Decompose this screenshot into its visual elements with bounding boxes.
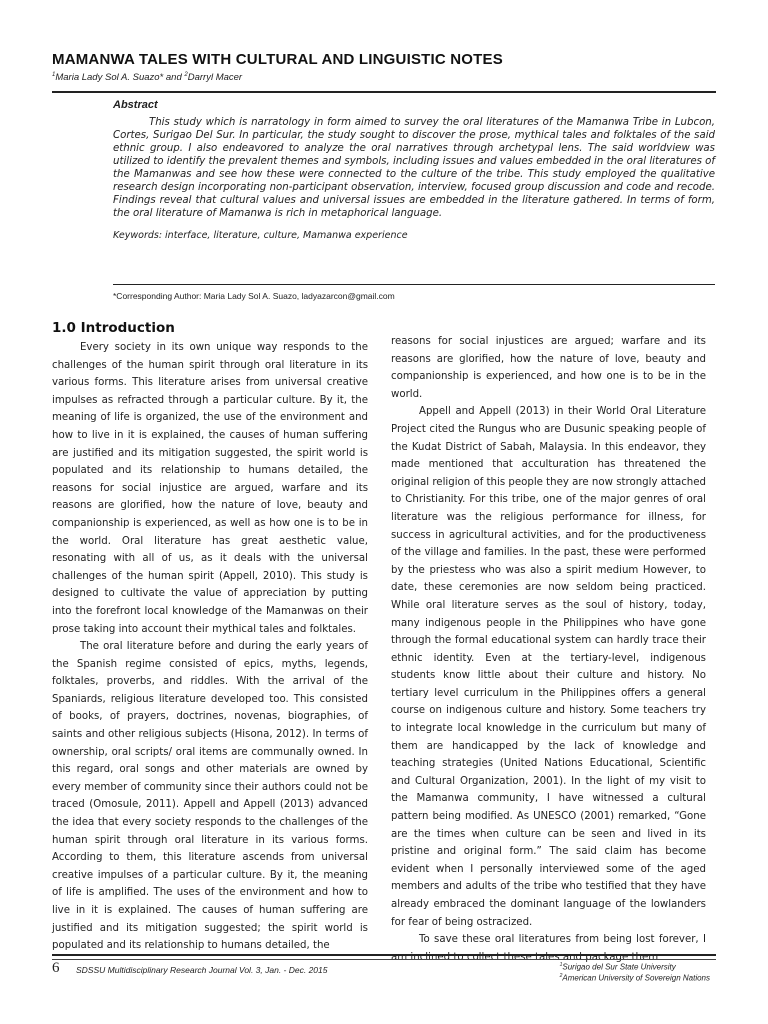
paragraph: Appell and Appell (2013) in their World Oral Literature Project cited the Rungus who are Dusunic speaking people of the Kudat District of Sabah, Malaysia. In this endeavor, they made mentioned that acculturation has threatened the original religion of this people they are now strongly attached to Christianity. For this tribe, one of the major genres of oral literature was the religious performance for illness, for success in agricultural activities, and for the productiveness of the village and families. In the past, these were performed by the priestess who was also a spirit medium However, to date, these ceremonies are now seldom being practiced. While oral literature serves as the soul of history, today, many indigenous people in the Philippines who have gone through the formal educational system can hardly trace their ethnic identity. Even at the tertiary-level, indigenous students know little about their culture and history. No tertiary level curriculum in the Philippines offers a general course on indigenous culture and history. Some teachers try to integrate local knowledge in the curriculum but many of them are handicapped by the lack of knowledge and teaching strategies (United Nations Educational, Scientific and Cultural Organization, 2001). In the light of my visit to the Mamanwa community, I have witnessed a cultural pattern being modified. As UNESCO (2001) remarked, “Gone are the times when culture can be seen and lived in its pristine and original form.” The said claim has become evident when I personally interviewed some of the aged members and adults of the tribe who testified that they have already embraced the dominant language of the lowlanders for fear of being ostracized. [391,406,706,928]
body-column-left [52,320,368,955]
footer-divider-thin [52,959,716,960]
affiliation-2-name: American University of Sovereign Nations [562,973,710,983]
paragraph: To save these oral literatures from being lost forever, I am inclined to collect these tales and package them [391,934,706,963]
paper-title: MAMANWA TALES WITH CULTURAL AND LINGUISTIC NOTES [52,51,503,68]
abstract-text: This study which is narratology in form aimed to survey the oral literatures of the Mamanwa Tribe in Lubcon, Cortes, Surigao Del Sur. In particular, the study sought to discover the prose, mythical tales and folktales of the said ethnic group. I also endeavored to analyze the oral narratives through archetypal lens. The said worldview was utilized to identify the prevalent themes and symbols, including issues and values embedded in the oral literatures of the Mamanwas and see how these were connected to the culture of the tribe. This study employed the qualitative research design incorporating non-participant observation, interview, focused group discussion and code and recode. Findings reveal that cultural values and universal issues are embedded in the literature gathered. In terms of form, the oral literature of Mamanwa is rich in metaphorical language. [113,117,715,219]
author2-affiliation-mark: 2 [184,72,188,78]
affiliation-1-mark: 1 [559,962,563,968]
section-heading-introduction: 1.0 Introduction [52,320,175,336]
affiliations [560,961,710,982]
paragraph: The oral literature before and during the early years of the Spanish regime consisted of epics, myths, legends, folktales, proverbs, and riddles. With the arrival of the Spaniards, religious literature developed too. This consisted of books, of prayers, doctrines, novenas, biographies, of saints and other religious subjects (Hisona, 2012). In terms of ownership, oral scripts/ oral items are communally owned. In this regard, oral songs and other materials are owned by every member of community since their authors could not be traced (Omosule, 2011). Appell and Appell (2013) advanced the idea that every society responds to the challenges of the human spirit through oral literature in its various forms. According to them, this literature ascends from universal creative impulses of a particular culture. By it, the meaning of life is amplified. The uses of the environment and how to live in it is explained. The causes of human suffering are justified and its mitigation suggested; the spirit world is populated and its relationship to humans detailed, the [52,641,368,952]
affiliation-1 [560,961,710,972]
abstract-divider [113,284,715,285]
author1-affiliation-mark: 1 [52,72,56,78]
journal-citation: SDSSU Multidisciplinary Research Journal Vol. 3, Jan. - Dec. 2015 [76,965,328,975]
header-divider [52,91,716,93]
page-number: 6 [52,960,60,976]
body-column-right [391,333,706,966]
author-line [52,72,242,83]
corresponding-author-note: *Corresponding Author: Maria Lady Sol A. Suazo, ladyazarcon@gmail.com [113,291,395,301]
affiliation-1-name: Surigao del Sur State University [562,962,676,972]
affiliation-2 [560,972,710,983]
abstract-heading: Abstract [113,99,158,111]
keywords: Keywords: interface, literature, culture, Mamanwa experience [113,230,408,241]
affiliation-2-mark: 2 [559,972,563,979]
paragraph: Every society in its own unique way responds to the challenges of the human spirit through oral literature in its various forms. This literature arises from universal creative impulses as refracted through a particular culture. By it, the meaning of life is organized, the use of the environment and how to live in it is explained, the causes of human suffering are justified and its mitigation suggested, the spirit world is populated and its relationship to humans detailed, the reasons for social injustice are argued, warfare and its reasons are glorified, how the nature of love, beauty and companionship is experienced, as well as how one is to be in the world. Oral literature has great aesthetic value, resonating with all of us, as it deals with the universal challenges of the human spirit (Appell, 2010). This study is designed to cultivate the value of appreciation by putting into the forefront local knowledge of the Mamanwas on their prose taking into account their mythical tales and folktales. [52,342,368,635]
author-conjunction: and [163,72,185,84]
author1-name: Maria Lady Sol A. Suazo* [55,72,164,84]
footer-divider-thick [52,954,716,956]
paragraph: reasons for social injustices are argued; warfare and its reasons are glorified, how the nature of love, beauty and companionship is experienced, and how one is to be in the world. [391,336,706,400]
author2-name: Darryl Macer [187,72,243,84]
abstract-section [113,99,715,241]
